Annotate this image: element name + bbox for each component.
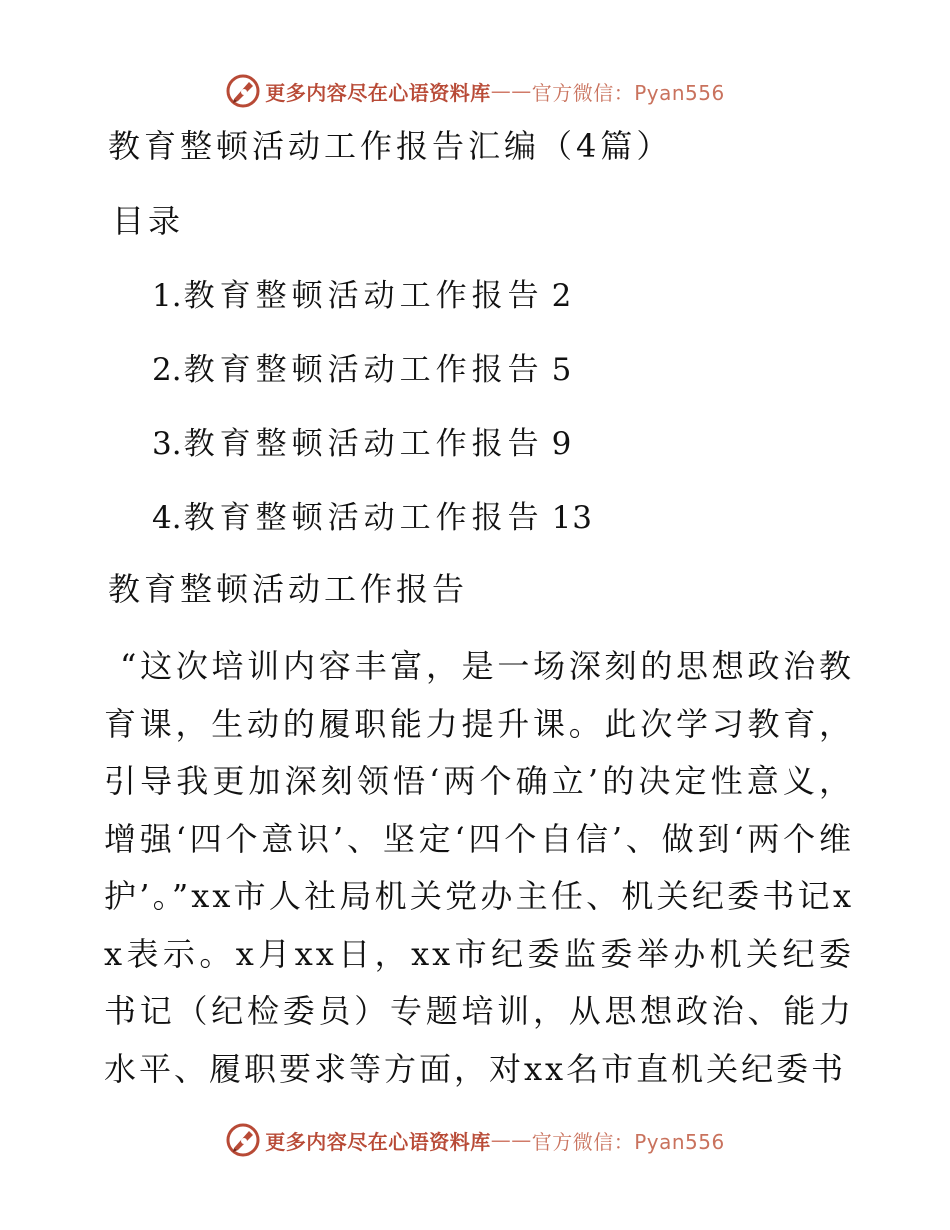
toc-item-number: 4. [152,500,182,536]
toc-item-number: 2. [152,352,182,388]
toc-item-number: 1. [152,278,182,314]
toc-item-number: 3. [152,426,182,462]
section-title: 教育整顿活动工作报告 [108,570,469,608]
toc-item-1[interactable] [152,270,593,344]
watermark-dash: —— [490,79,532,103]
toc-item-page: 13 [551,500,594,536]
toc-item-label: 教育整顿活动工作报告 [183,352,544,388]
toc-heading: 目录 [112,202,185,240]
watermark-dash: —— [490,1128,532,1152]
pen-logo-icon [225,1122,261,1158]
pen-logo-icon [225,73,261,109]
watermark-contact: 官方微信：Pyan556 [531,80,725,105]
watermark-contact: 官方微信：Pyan556 [531,1129,725,1154]
watermark-main-text: 更多内容尽在心语资料库 [265,80,491,105]
toc-item-page: 9 [551,426,573,462]
toc-item-label: 教育整顿活动工作报告 [183,500,544,536]
toc-item-label: 教育整顿活动工作报告 [183,426,544,462]
toc-item-page: 5 [551,352,573,388]
toc-list [152,270,593,566]
toc-item-3[interactable] [152,418,593,492]
toc-item-page: 2 [551,278,573,314]
watermark-main-text: 更多内容尽在心语资料库 [265,1129,491,1154]
toc-item-4[interactable] [152,492,593,566]
toc-item-2[interactable] [152,344,593,418]
toc-item-label: 教育整顿活动工作报告 [183,278,544,314]
watermark-banner-bottom [0,1117,950,1163]
body-paragraph: “这次培训内容丰富，是一场深刻的思想政治教育课，生动的履职能力提升课。此次学习教育，引导我更加深刻领悟‘两个确立’的决定性意义，增强‘四个意识’、坚定‘四个自信’、做到‘两个维护’。”xx市人社局机关党办主任、机关纪委书记xx表示。x月xx日，xx市纪委监委举办机关纪委书记（纪检委员）专题培训，从思想政治、能力水平、履职要求等方面，对xx名市直机关纪委书 [104,647,854,1088]
watermark-banner-top [0,68,950,114]
document-title: 教育整顿活动工作报告汇编（4篇） [108,127,673,165]
